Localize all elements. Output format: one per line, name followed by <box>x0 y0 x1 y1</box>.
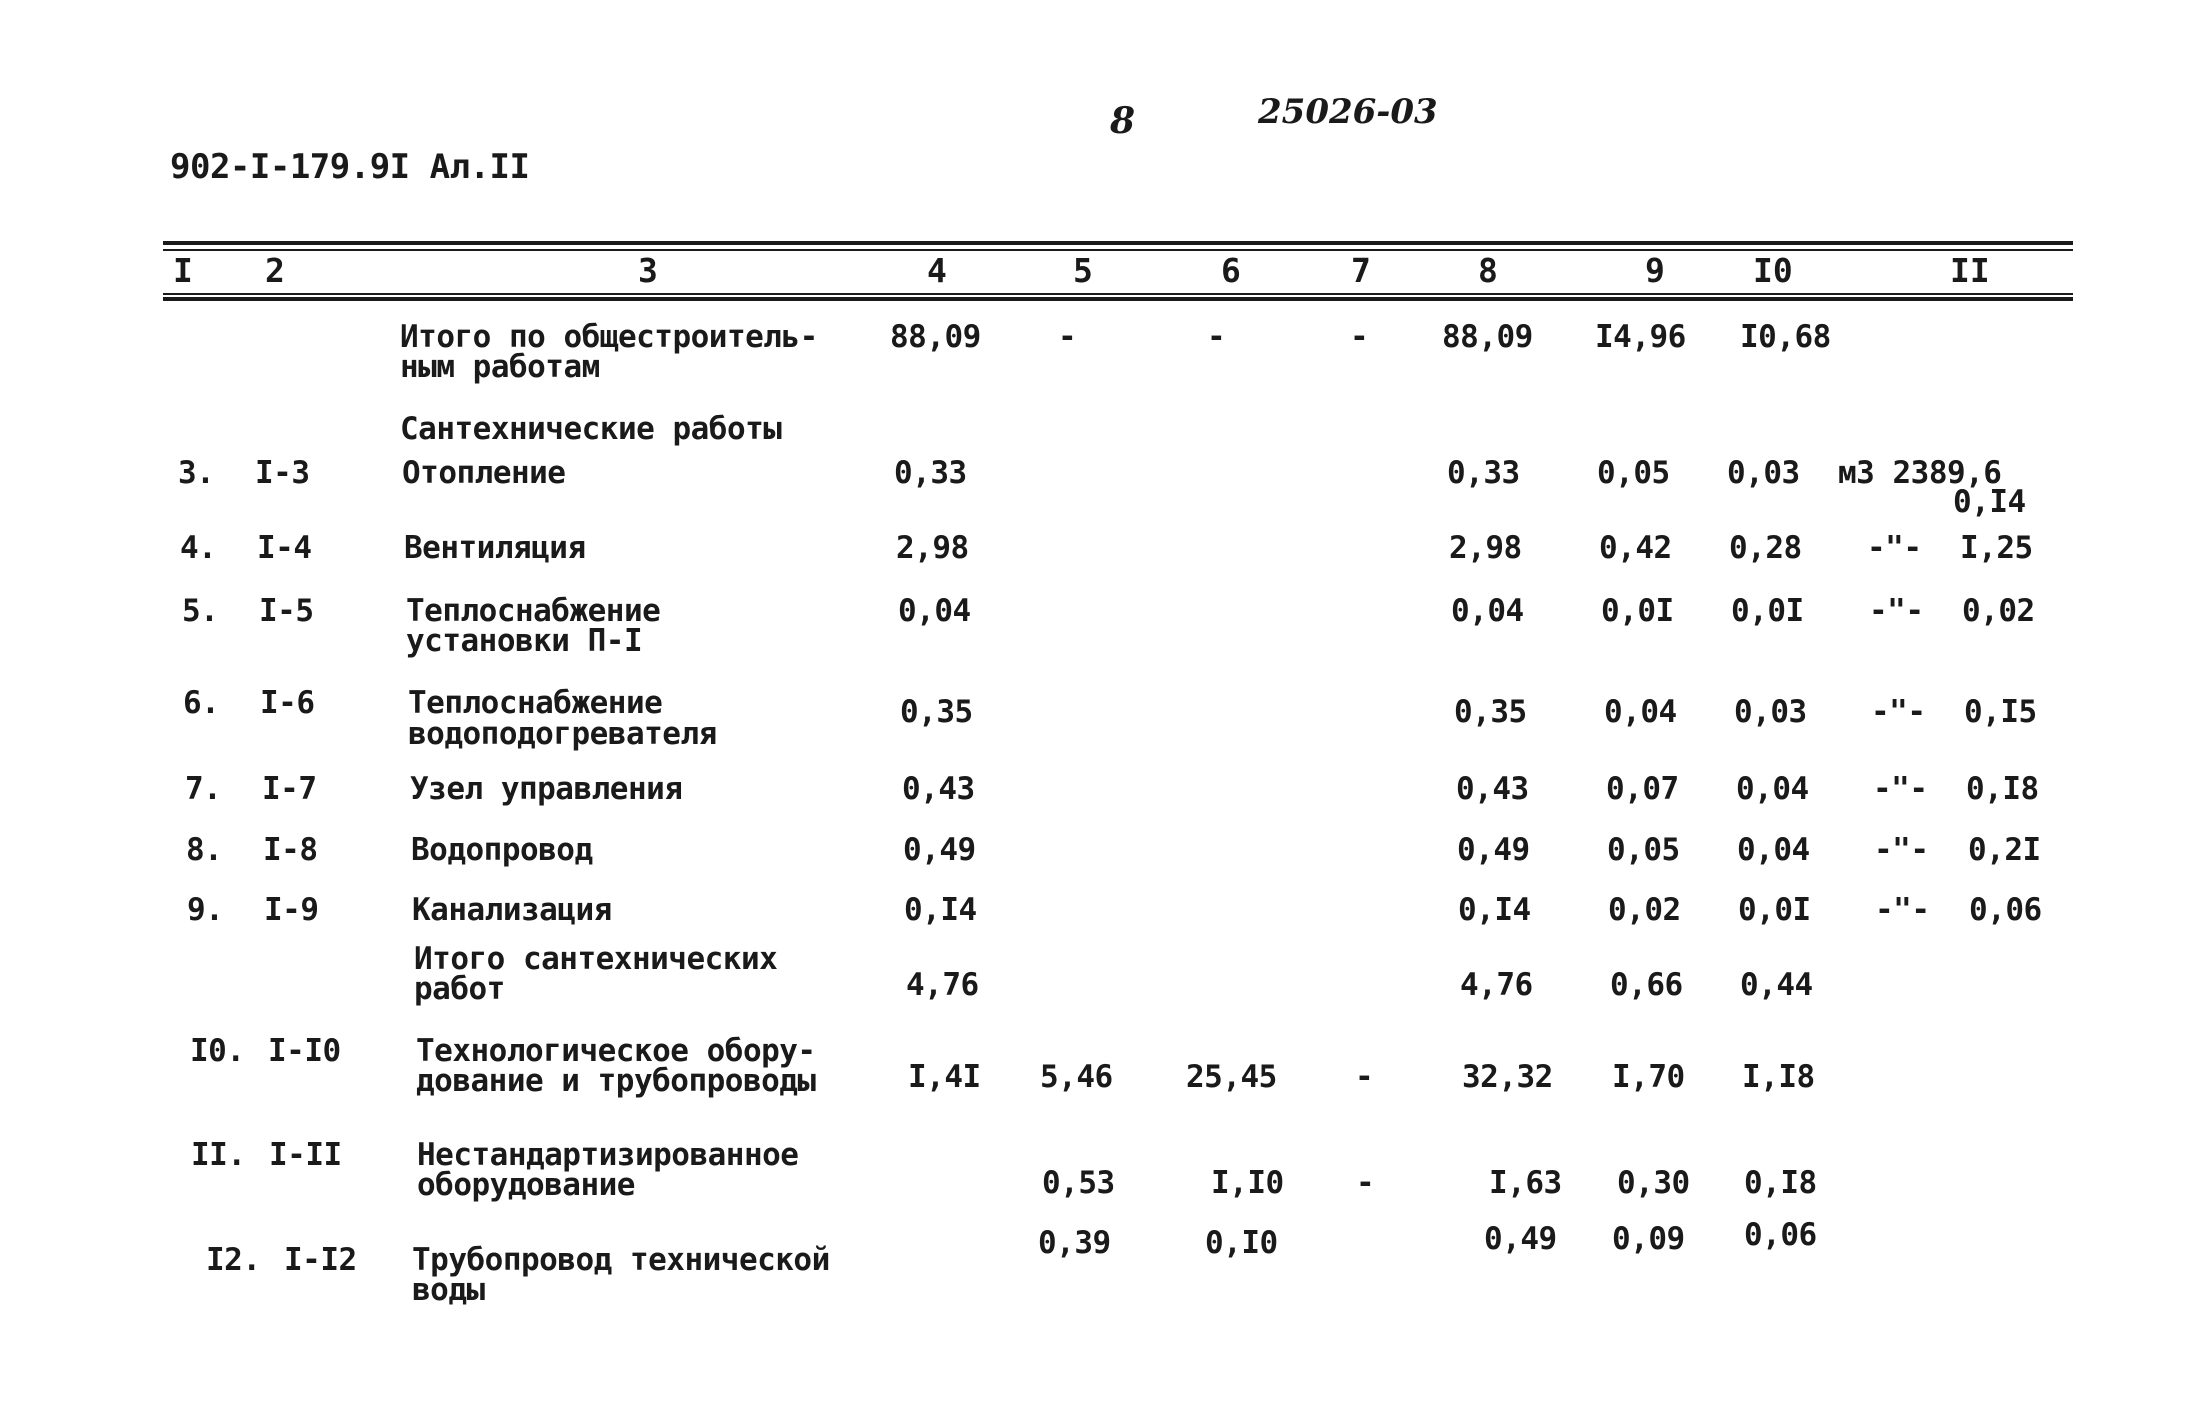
document-code: 902-I-179.9I Ал.II <box>170 147 530 187</box>
cell-col10: I,I8 <box>1742 1059 1815 1095</box>
row-code: I-5 <box>259 593 314 629</box>
column-header-3: 3 <box>638 251 658 290</box>
cell-quantity: 0,02 <box>1962 593 2035 629</box>
row-name-line1: Отопление <box>402 455 566 491</box>
cell-col8: 88,09 <box>1442 319 1533 355</box>
row-name-line2: оборудование <box>417 1167 635 1203</box>
row-number: 3. <box>178 455 215 491</box>
row-name-line2: ным работам <box>400 349 600 385</box>
cell-col6: 0,I0 <box>1205 1225 1278 1261</box>
cell-col8: 0,33 <box>1447 455 1520 491</box>
cell-col4: 4,76 <box>906 967 979 1003</box>
cell-col10: 0,44 <box>1740 967 1813 1003</box>
row-name-line1: Трубопровод технической <box>412 1242 830 1278</box>
row-number: II. <box>191 1137 246 1173</box>
cell-unit: -"- <box>1874 832 1929 868</box>
cell-unit: -"- <box>1875 892 1930 928</box>
cell-col7: - <box>1355 1059 1374 1095</box>
cell-col8: 32,32 <box>1462 1059 1553 1095</box>
cell-col5: - <box>1058 319 1077 355</box>
row-name-line2: установки П-I <box>406 623 643 659</box>
row-name-line1: Теплоснабжение <box>406 593 661 629</box>
cell-col4: 88,09 <box>890 319 981 355</box>
cell-col8: 0,I4 <box>1458 892 1531 928</box>
inventory-number: 25026-03 <box>1258 92 1438 132</box>
column-header-4: 4 <box>927 251 947 290</box>
cell-col4: 2,98 <box>896 530 969 566</box>
row-code: I-I2 <box>284 1242 357 1278</box>
row-code: I-9 <box>264 892 319 928</box>
row-name-line1: Итого сантехнических <box>414 941 778 977</box>
cell-col8: I,63 <box>1489 1165 1562 1201</box>
row-name-line2: воды <box>412 1272 485 1308</box>
cell-col4: 0,49 <box>903 832 976 868</box>
cell-col9: I,70 <box>1612 1059 1685 1095</box>
cell-unit: -"- <box>1871 694 1926 730</box>
cell-col10: 0,28 <box>1729 530 1802 566</box>
cell-col8: 4,76 <box>1460 967 1533 1003</box>
row-name-line1: Нестандартизированное <box>417 1137 799 1173</box>
row-name-line1: Теплоснабжение <box>408 685 663 721</box>
cell-quantity: 0,06 <box>1969 892 2042 928</box>
cell-col8: 2,98 <box>1449 530 1522 566</box>
cell-col10: 0,04 <box>1737 832 1810 868</box>
cell-col8: 0,49 <box>1457 832 1530 868</box>
row-name-line2: водоподогревателя <box>408 716 717 752</box>
cell-col6: I,I0 <box>1211 1165 1284 1201</box>
column-header-2: 2 <box>265 251 285 290</box>
row-number: 4. <box>180 530 217 566</box>
cell-col9: I4,96 <box>1595 319 1686 355</box>
column-header-8: 8 <box>1478 251 1498 290</box>
cell-col9: 0,09 <box>1612 1221 1685 1257</box>
row-number: 6. <box>183 685 220 721</box>
table-header-rule-thin <box>163 293 2073 295</box>
cell-col5: 5,46 <box>1040 1059 1113 1095</box>
cell-col5: 0,39 <box>1038 1225 1111 1261</box>
cell-col4: 0,04 <box>898 593 971 629</box>
cell-col7: - <box>1356 1165 1375 1201</box>
row-code: I-II <box>269 1137 342 1173</box>
cell-col9: 0,66 <box>1610 967 1683 1003</box>
cell-col4: I,4I <box>908 1059 981 1095</box>
cell-col8: 0,35 <box>1454 694 1527 730</box>
cell-unit: -"- <box>1867 530 1922 566</box>
cell-col10: 0,06 <box>1744 1217 1817 1253</box>
row-name-line1: Итого по общестроитель- <box>400 319 818 355</box>
column-header-1: I <box>173 251 193 290</box>
table-top-rule <box>163 241 2073 245</box>
cell-col8: 0,43 <box>1456 771 1529 807</box>
cell-col10: 0,0I <box>1738 892 1811 928</box>
table-header-rule <box>163 297 2073 301</box>
cell-col10: 0,03 <box>1734 694 1807 730</box>
cell-unit: м3 2389,6 <box>1838 455 2002 491</box>
row-number: I2. <box>206 1242 261 1278</box>
row-number: 9. <box>187 892 224 928</box>
cell-col10: 0,0I <box>1731 593 1804 629</box>
cell-col4: 0,43 <box>902 771 975 807</box>
cell-col6: 25,45 <box>1186 1059 1277 1095</box>
cell-col10: 0,I8 <box>1744 1165 1817 1201</box>
cell-col4: 0,I4 <box>904 892 977 928</box>
cell-quantity: 0,I5 <box>1964 694 2037 730</box>
row-name-line1: Канализация <box>412 892 612 928</box>
section-heading: Сантехнические работы <box>400 411 782 447</box>
cell-quantity: I,25 <box>1960 530 2033 566</box>
cell-col5: 0,53 <box>1042 1165 1115 1201</box>
row-name-line2: дование и трубопроводы <box>416 1063 816 1099</box>
row-number: I0. <box>190 1033 245 1069</box>
column-header-11: II <box>1950 251 1990 290</box>
row-code: I-I0 <box>268 1033 341 1069</box>
column-header-7: 7 <box>1351 251 1371 290</box>
cell-col8: 0,04 <box>1451 593 1524 629</box>
column-header-5: 5 <box>1073 251 1093 290</box>
cell-quantity: 0,I4 <box>1953 484 2026 520</box>
column-header-10: I0 <box>1753 251 1793 290</box>
cell-quantity: 0,I8 <box>1966 771 2039 807</box>
cell-unit: -"- <box>1869 593 1924 629</box>
cell-col9: 0,05 <box>1597 455 1670 491</box>
cell-col7: - <box>1350 319 1369 355</box>
cell-col9: 0,05 <box>1607 832 1680 868</box>
column-header-6: 6 <box>1221 251 1241 290</box>
row-code: I-7 <box>262 771 317 807</box>
column-header-9: 9 <box>1645 251 1665 290</box>
cell-col8: 0,49 <box>1484 1221 1557 1257</box>
cell-col10: 0,03 <box>1727 455 1800 491</box>
cell-col6: - <box>1207 319 1226 355</box>
cell-unit: -"- <box>1873 771 1928 807</box>
row-number: 8. <box>186 832 223 868</box>
cell-col9: 0,04 <box>1604 694 1677 730</box>
cell-col10: 0,04 <box>1736 771 1809 807</box>
cell-col9: 0,02 <box>1608 892 1681 928</box>
row-code: I-4 <box>257 530 312 566</box>
row-name-line1: Узел управления <box>410 771 683 807</box>
row-number: 7. <box>185 771 222 807</box>
row-code: I-3 <box>255 455 310 491</box>
page-number: 8 <box>1110 100 1136 142</box>
cell-col9: 0,30 <box>1617 1165 1690 1201</box>
cell-col9: 0,42 <box>1599 530 1672 566</box>
row-name-line1: Вентиляция <box>404 530 586 566</box>
cell-col9: 0,07 <box>1606 771 1679 807</box>
cell-col10: I0,68 <box>1740 319 1831 355</box>
row-name-line1: Технологическое обору- <box>416 1033 816 1069</box>
row-name-line1: Водопровод <box>411 832 593 868</box>
cell-col4: 0,35 <box>900 694 973 730</box>
row-code: I-6 <box>260 685 315 721</box>
cell-quantity: 0,2I <box>1968 832 2041 868</box>
row-number: 5. <box>182 593 219 629</box>
row-name-line2: работ <box>414 971 505 1007</box>
row-code: I-8 <box>263 832 318 868</box>
cell-col4: 0,33 <box>894 455 967 491</box>
cell-col9: 0,0I <box>1601 593 1674 629</box>
